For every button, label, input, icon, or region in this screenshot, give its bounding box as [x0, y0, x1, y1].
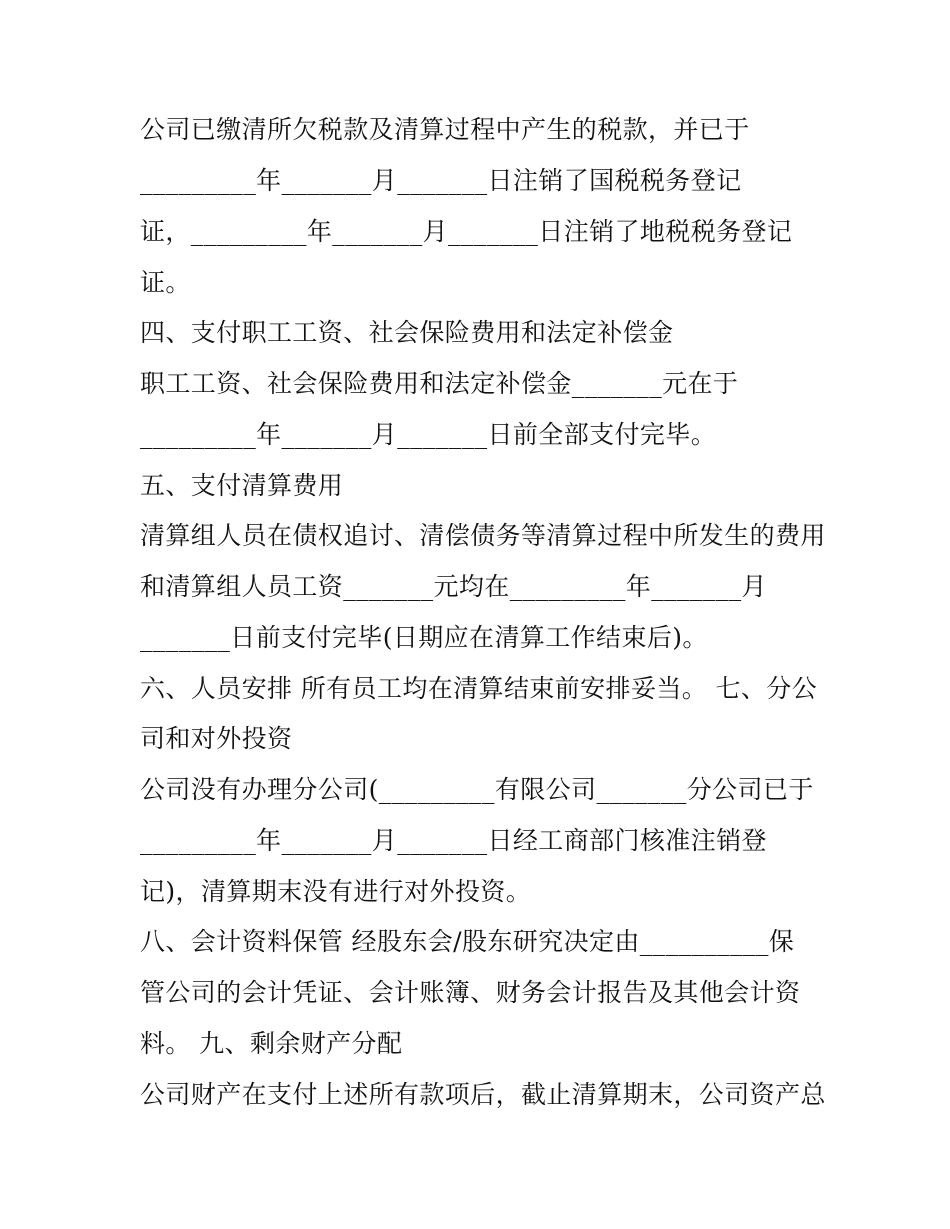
body-text-line: 证。	[140, 268, 191, 297]
section-heading-8: 八、会计资料保管 经股东会/股东研究决定由__________保	[140, 927, 795, 956]
body-text-line: 证，_________年_______月_______日注销了地税税务登记	[140, 217, 793, 246]
body-text-line: 清算组人员在债权追讨、清偿债务等清算过程中所发生的费用	[140, 521, 826, 550]
body-text-line: 公司财产在支付上述所有款项后，截止清算期末，公司资产总	[140, 1080, 826, 1109]
body-text-line: _______日前支付完毕(日期应在清算工作结束后)。	[140, 623, 708, 652]
body-text-line: 司和对外投资	[140, 724, 293, 753]
body-text-line: 公司没有办理分公司(_________有限公司_______分公司已于	[140, 775, 814, 804]
body-text-line: _________年_______月_______日经工商部门核准注销登	[140, 826, 767, 855]
body-text-line: 公司已缴清所欠税款及清算过程中产生的税款，并已于	[140, 115, 750, 144]
section-heading-9: 料。 九、剩余财产分配	[140, 1029, 403, 1058]
section-heading-6-7: 六、人员安排 所有员工均在清算结束前安排妥当。 七、分公	[140, 674, 818, 703]
body-text-line: _________年_______月_______日前全部支付完毕。	[140, 420, 717, 449]
body-text-line: _________年_______月_______日注销了国税税务登记	[140, 166, 742, 195]
body-text-line: 职工工资、社会保险费用和法定补偿金_______元在于	[140, 369, 739, 398]
body-text-line: 管公司的会计凭证、会计账簿、财务会计报告及其他会计资	[140, 978, 801, 1007]
section-heading-5: 五、支付清算费用	[140, 471, 344, 500]
body-text-line: 和清算组人员工资_______元均在_________年_______月	[140, 572, 767, 601]
body-text-line: 记)，清算期末没有进行对外投资。	[140, 877, 532, 906]
section-heading-4: 四、支付职工工资、社会保险费用和法定补偿金	[140, 318, 674, 347]
